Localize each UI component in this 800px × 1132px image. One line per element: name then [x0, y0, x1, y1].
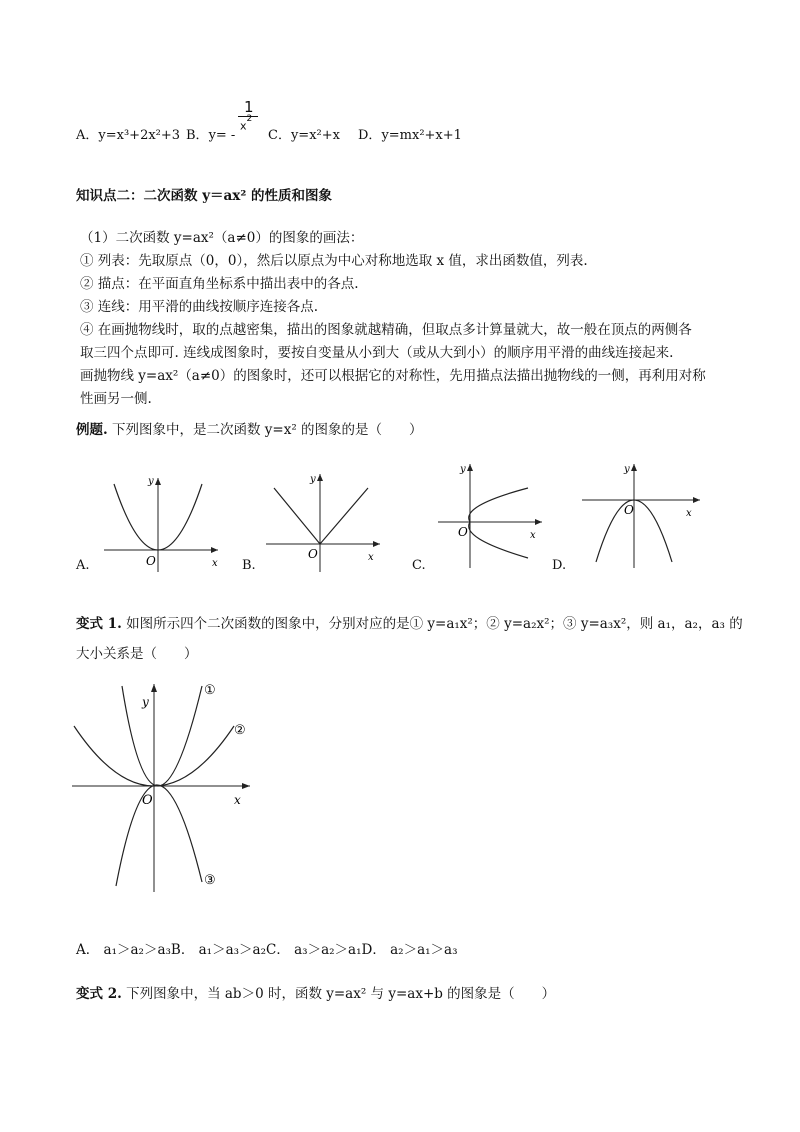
method-line: ③ 连线：用平滑的曲线按顺序连接各点. — [80, 299, 319, 315]
method-line: （1）二次函数 y=ax²（a≠0）的图象的画法： — [80, 230, 364, 246]
y-arrow — [151, 684, 157, 692]
option-d-label: D. — [552, 558, 567, 573]
fraction-numerator: 1 — [244, 98, 254, 116]
y-arrow — [631, 464, 637, 471]
option-label: B． — [186, 128, 209, 143]
section-title: 知识点二：二次函数 y＝ax² 的性质和图象 — [76, 188, 332, 204]
x-label: x — [530, 530, 536, 541]
method-line: 性画另一侧. — [80, 391, 152, 407]
x-label: x — [212, 558, 218, 569]
option-expr: y=x²+x — [290, 128, 340, 143]
curve-label-1: ① — [204, 683, 216, 698]
option-expr: y=mx²+x+1 — [381, 128, 462, 143]
variant1-line1 — [76, 612, 743, 632]
variant2-question — [76, 982, 555, 1002]
den-base: x — [240, 119, 247, 133]
example-text: 下列图象中，是二次函数 y=x² 的图象的是（ ） — [112, 422, 423, 438]
x-arrow — [211, 547, 218, 553]
variant1-text: 如图所示四个二次函数的图象中，分别对应的是① y=a₁x²；② y=a₂x²；③ y=a₃x²，则 a₁，a₂，a₃ 的 — [126, 616, 743, 632]
y-label: y — [310, 474, 316, 485]
x-arrow — [693, 497, 700, 503]
curve-label-3: ③ — [204, 873, 216, 888]
origin-label: O — [624, 503, 634, 517]
method-line: 取三四个点即可. 连线成图象时，要按自变量从小到大（或从大到小）的顺序用平滑的曲线连接起来. — [80, 345, 674, 361]
curve-1 — [122, 686, 202, 786]
method-line: ② 描点：在平面直角坐标系中描出表中的各点. — [80, 276, 359, 292]
graph-b — [258, 468, 388, 578]
example-label: 例题. — [76, 422, 108, 438]
y-label: y — [460, 464, 466, 475]
curve-label-2: ② — [234, 723, 246, 738]
option-expr: y= - — [208, 128, 236, 143]
curve-3 — [116, 785, 202, 886]
origin-label: O — [458, 525, 468, 539]
q1-option-d — [358, 124, 462, 143]
den-exp: 2 — [246, 114, 253, 124]
origin-label: O — [142, 793, 153, 808]
option-label: D． — [358, 128, 382, 143]
variant1-line2: 大小关系是（ ） — [76, 646, 198, 662]
q1-option-c — [268, 124, 340, 143]
y-arrow — [155, 478, 161, 485]
variant1-answers: A． a₁＞a₂＞a₃B． a₁＞a₃＞a₂C． a₃＞a₂＞a₁D． a₂＞a₁＞a₃ — [76, 942, 458, 958]
y-arrow — [317, 474, 323, 481]
sideways-parabola — [469, 488, 528, 558]
method-line: ④ 在画抛物线时，取的点越密集，描出的图象就越精确，但取点多计算量就大，故一般在顶点的两侧各 — [80, 322, 692, 338]
variant2-label: 变式 2. — [76, 986, 122, 1002]
method-line: ① 列表：先取原点（0，0），然后以原点为中心对称地选取 x 值，求出函数值，列表. — [80, 253, 588, 269]
x-label: x — [686, 508, 692, 519]
y-arrow — [467, 464, 473, 471]
y-label: y — [624, 464, 630, 475]
option-label: C． — [268, 128, 291, 143]
q1-option-a — [76, 124, 180, 143]
x-arrow — [535, 519, 542, 525]
origin-label: O — [308, 547, 318, 561]
x-arrow — [373, 541, 380, 547]
option-b-label: B. — [242, 558, 256, 573]
graph-d — [578, 458, 708, 578]
option-label: A． — [76, 128, 99, 143]
graph-c — [430, 458, 550, 578]
origin-label: O — [146, 554, 156, 568]
q1-option-b — [186, 124, 235, 143]
y-label: y — [142, 695, 149, 709]
option-expr: y=x³+2x²+3 — [98, 128, 181, 143]
example-question — [76, 418, 423, 438]
variant1-label: 变式 1. — [76, 616, 122, 632]
x-arrow — [242, 783, 250, 789]
method-block — [80, 227, 760, 411]
option-a-label: A. — [76, 558, 90, 573]
x-label: x — [368, 552, 374, 563]
variant1-graph — [70, 680, 260, 895]
variant2-text: 下列图象中，当 ab＞0 时，函数 y=ax² 与 y=ax+b 的图象是（ ） — [126, 986, 556, 1002]
graph-a — [96, 468, 226, 578]
fraction-denominator — [240, 114, 253, 133]
method-line: 画抛物线 y=ax²（a≠0）的图象时，还可以根据它的对称性，先用描点法描出抛物线的一侧，再利用对称 — [80, 368, 706, 384]
option-c-label: C. — [412, 558, 426, 573]
y-label: y — [148, 476, 154, 487]
x-label: x — [234, 793, 241, 807]
v-shape-line — [274, 488, 368, 544]
